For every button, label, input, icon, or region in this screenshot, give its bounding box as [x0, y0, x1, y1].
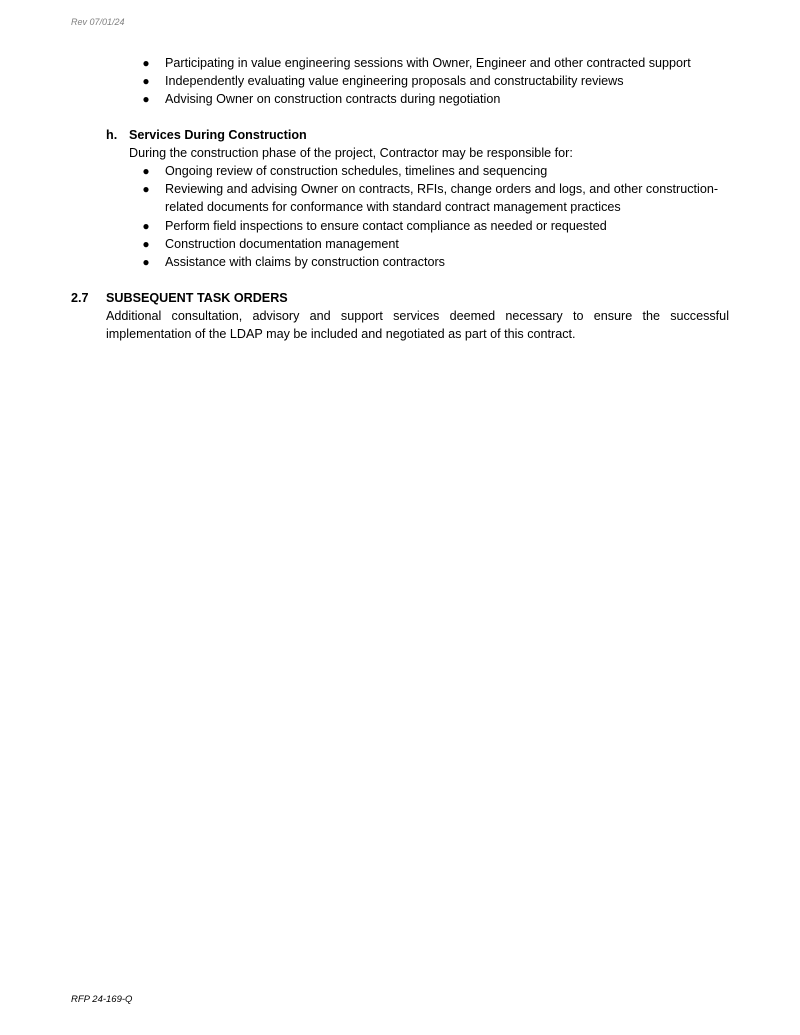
bullet-icon: ●	[142, 74, 150, 89]
section-title: SUBSEQUENT TASK ORDERS	[106, 291, 288, 305]
list-item-text: Participating in value engineering sessions with Owner, Engineer and other contracted support	[165, 56, 691, 70]
bullet-icon: ●	[142, 236, 150, 251]
list-item-text: Assistance with claims by construction contractors	[165, 255, 445, 270]
subsection-h-heading	[106, 126, 307, 144]
list-item	[140, 235, 755, 253]
list-item-text: Independently evaluating value engineering proposals and constructability reviews	[165, 74, 624, 89]
list-item	[140, 253, 755, 271]
list-item-text: Ongoing review of construction schedules, timelines and sequencing	[165, 164, 548, 178]
list-item	[140, 162, 755, 180]
list-item-text: Construction documentation management	[165, 236, 399, 251]
subsection-letter: h.	[106, 128, 118, 142]
construction-services-list	[140, 162, 755, 271]
section-2-7-heading	[71, 289, 288, 307]
list-item	[140, 72, 755, 90]
bullet-icon: ●	[142, 92, 150, 107]
subsection-title: Services During Construction	[129, 128, 307, 142]
list-item	[140, 90, 755, 108]
bullet-icon: ●	[142, 255, 150, 270]
bullet-icon: ●	[142, 164, 150, 178]
list-item-text: Perform field inspections to ensure contact compliance as needed or requested	[165, 218, 607, 233]
section-number: 2.7	[71, 291, 89, 305]
list-item	[140, 54, 755, 72]
page-footer-rfp: RFP 24-169-Q	[71, 994, 133, 1005]
section-2-7-body: Additional consultation, advisory and support services deemed necessary to ensure the successful implementation of the LDAP may be included and negotiated as part of this contract.	[106, 309, 729, 341]
bullet-icon: ●	[142, 218, 150, 233]
list-item-text: Advising Owner on construction contracts during negotiation	[165, 92, 501, 107]
page-header-revision: Rev 07/01/24	[71, 17, 125, 27]
bullet-icon: ●	[142, 56, 150, 70]
subsection-intro: During the construction phase of the project, Contractor may be responsible for:	[129, 146, 573, 160]
bullet-icon: ●	[142, 182, 150, 197]
list-item	[140, 217, 755, 235]
list-item-text: Reviewing and advising Owner on contracts, RFIs, change orders and logs, and other construction-related documents for conformance with standard contract management practices	[165, 182, 719, 215]
list-item	[140, 180, 755, 216]
value-engineering-list	[140, 54, 755, 109]
